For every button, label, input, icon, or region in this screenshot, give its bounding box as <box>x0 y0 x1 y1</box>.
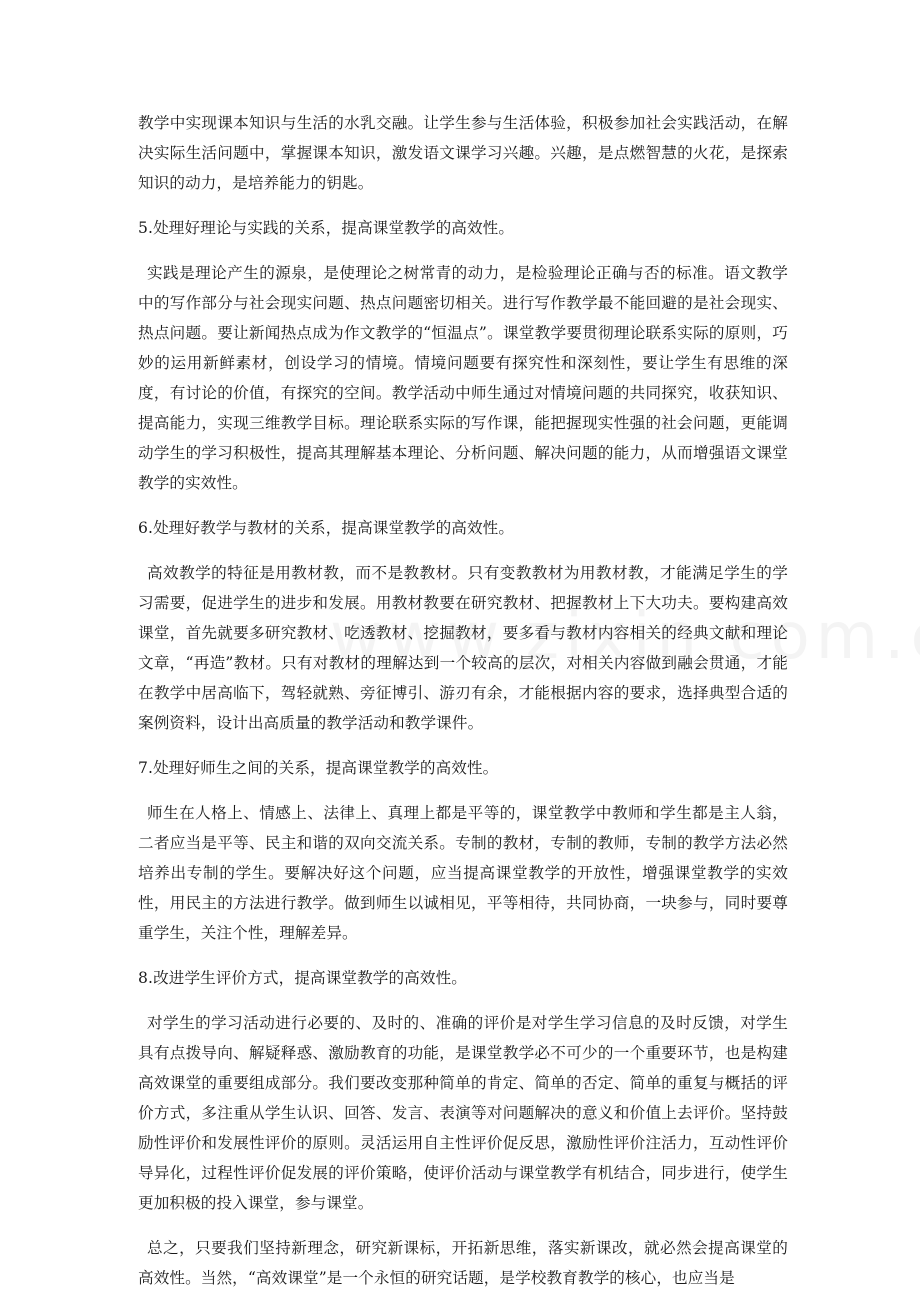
section-heading-6: 6.处理好教学与教材的关系，提高课堂教学的高效性。 <box>138 519 515 537</box>
paragraph-body: 教学中实现课本知识与生活的水乳交融。让学生参与生活体验，积极参加社会实践活动，在解决实际生活问题中，掌握课本知识，激发语文课学习兴趣。兴趣，是点燃智慧的火花，是探索知识的动力，是培养能力的钥匙。 <box>138 114 788 192</box>
paragraph-body: 对学生的学习活动进行必要的、及时的、准确的评价是对学生学习信息的及时反馈，对学生具有点拨导向、解疑释惑、激励教育的功能，是课堂教学必不可少的一个重要环节，也是构建高效课堂的重要组成部分。我们要改变那种简单的肯定、简单的否定、简单的重复与概括的评价方式，多注重从学生认识、回答、发言、表演等对问题解决的意义和价值上去评价。坚持鼓励性评价和发展性评价的原则。灵活运用自主性评价促反思，激励性评价注活力，互动性评价导异化，过程性评价促发展的评价策略，使评价活动与课堂教学有机结合，同步进行，使学生更加积极的投入课堂，参与课堂。 <box>138 1014 788 1212</box>
section-heading-5: 5.处理好理论与实践的关系，提高课堂教学的高效性。 <box>138 219 515 237</box>
paragraph-body: 实践是理论产生的源泉，是使理论之树常青的动力，是检验理论正确与否的标准。语文教学中的写作部分与社会现实问题、热点问题密切相关。进行写作教学最不能回避的是社会现实、热点问题。要让新闻热点成为作文教学的“恒温点”。课堂教学要贯彻理论联系实际的原则，巧妙的运用新鲜素材，创设学习的情境。情境问题要有探究性和深刻性，要让学生有思维的深度，有讨论的价值，有探究的空间。教学活动中师生通过对情境问题的共同探究，收获知识、提高能力，实现三维教学目标。理论联系实际的写作课，能把握现实性强的社会问题，更能调动学生的学习积极性，提高其理解基本理论、分析问题、解决问题的能力，从而增强语文课堂教学的实效性。 <box>138 264 788 492</box>
section-heading-7: 7.处理好师生之间的关系，提高课堂教学的高效性。 <box>138 759 499 777</box>
document-page <box>138 108 788 1293</box>
paragraph-conclusion: 总之，只要我们坚持新理念，研究新课标，开拓新思维，落实新课改，就必然会提高课堂的高效性。当然，“高效课堂”是一个永恒的研究话题，是学校教育教学的核心，也应当是 <box>138 1239 788 1287</box>
paragraph-body: 师生在人格上、情感上、法律上、真理上都是平等的，课堂教学中教师和学生都是主人翁，二者应当是平等、民主和谐的双向交流关系。专制的教材，专制的教师，专制的教学方法必然培养出专制的学生。要解决好这个问题，应当提高课堂教学的开放性，增强课堂教学的实效性，用民主的方法进行教学。做到师生以诚相见，平等相待，共同协商，一块参与，同时要尊重学生，关注个性，理解差异。 <box>138 804 788 942</box>
section-heading-8: 8.改进学生评价方式，提高课堂教学的高效性。 <box>138 969 467 987</box>
paragraph-body: 高效教学的特征是用教材教，而不是教教材。只有变教教材为用教材教，才能满足学生的学习需要，促进学生的进步和发展。用教材教要在研究教材、把握教材上下大功夫。要构建高效课堂，首先就要多研究教材、吃透教材、挖掘教材，要多看与教材内容相关的经典文献和理论文章，“再造”教材。只有对教材的理解达到一个较高的层次，对相关内容做到融会贯通，才能在教学中居高临下，驾轻就熟、旁征博引、游刃有余，才能根据内容的要求，选择典型合适的案例资料，设计出高质量的教学活动和教学课件。 <box>138 564 788 732</box>
